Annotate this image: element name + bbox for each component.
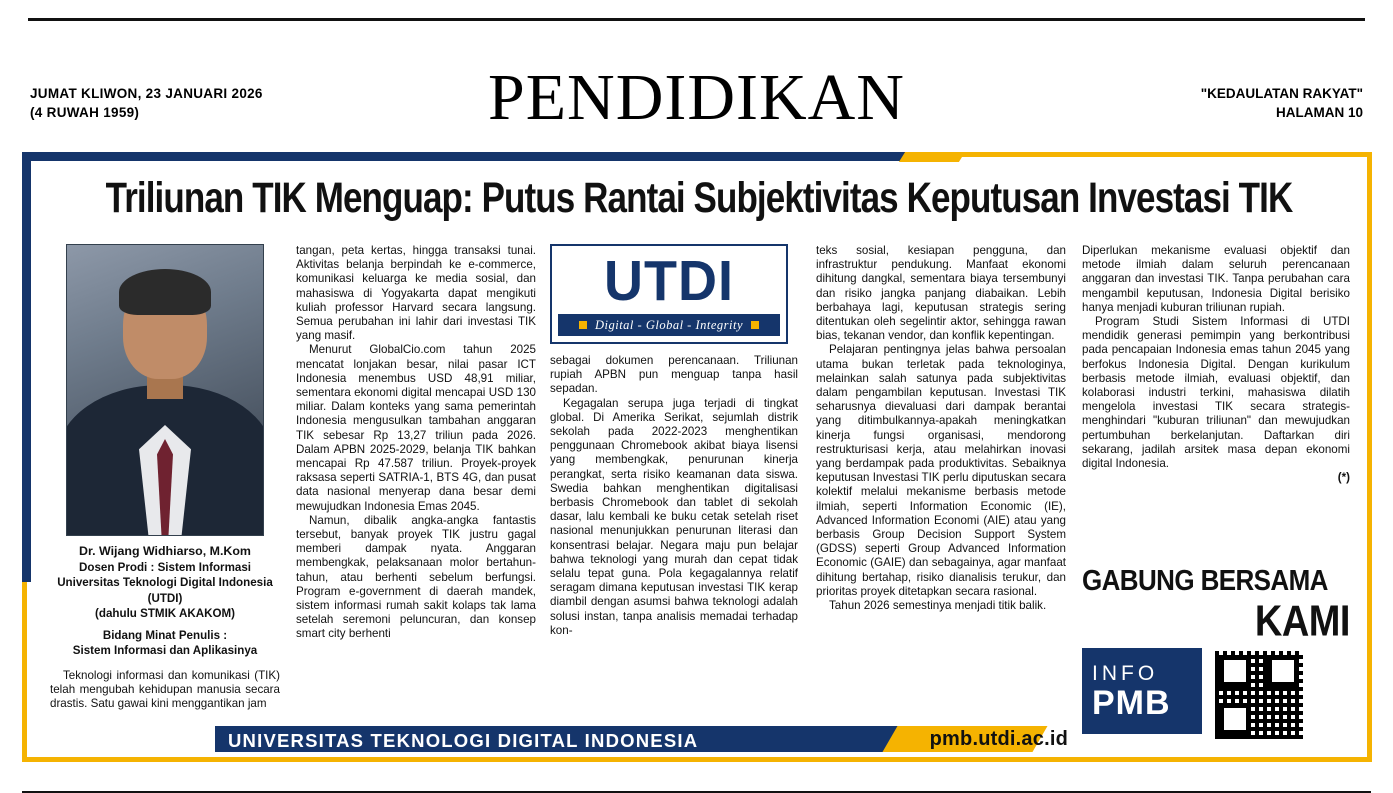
column-4 [816,244,1066,613]
promo-subheadline: KAMI [1254,597,1350,646]
masthead [0,0,1393,150]
frame-navy-top-bar [22,152,922,161]
paragraph: Namun, dibalik angka-angka fantastis tersebut, banyak proyek TIK justru gagal memberi dampak nyata. Anggaran membengkak, pelaksanaan molor bertahun-tahun, atau berhenti sebelum berfungsi. Program e-government di daerah mandek, sistem informasi rumah sakit kolaps tak lama setelah seremoni peluncuran, dan konsep smart city berhenti [296,513,536,641]
masthead-date-line1: JUMAT KLIWON, 23 JANUARI 2026 [30,86,263,101]
author-caption [50,544,280,659]
article-end-mark: (*) [1337,471,1350,485]
pmb-badge-top: INFO [1092,662,1159,685]
masthead-date-line2: (4 RUWAH 1959) [30,105,140,120]
column-1 [50,244,280,711]
article-columns [50,244,1350,722]
square-bullet-icon [579,321,587,329]
footer-university-name: UNIVERSITAS TEKNOLOGI DIGITAL INDONESIA [228,730,699,751]
footer-bar [50,722,1350,756]
author-institution: Universitas Teknologi Digital Indonesia (UTDI) [57,576,273,605]
pmb-badge-main: PMB [1092,684,1171,722]
closing-line: Tahun 2026 semestinya menjadi titik balik. [829,599,1047,613]
column-5 [1082,244,1350,485]
column-3 [550,244,798,638]
frame-slash-accent [899,152,965,162]
square-bullet-icon [751,321,759,329]
footer-website-url[interactable]: pmb.utdi.ac.id [929,728,1068,750]
paragraph: Program Studi Sistem Informasi di UTDI mendidik generasi pemimpin yang berkontribusi pada pencapaian Indonesia emas tahun 2045 yang berfokus Indonesia Digital. Dengan kurikulum berbasis metode ilmiah, evaluasi objektif, dan kolaborasi industri terkini, mahasiswa dilatih mengelola investasi TIK secara strategis-menghindari "kuburan triliunan" dan mewujudkan pertumbuhan berkelanjutan. Daftarkan diri sekarang, jadilah arsitek masa depan ekonomi digital Indonesia. [1082,315,1350,471]
author-photo [66,244,264,536]
paragraph: Pelajaran pentingnya jelas bahwa persoalan utama bukan terletak pada teknologinya, melainkan salah satunya pada subjektivitas dalam pengambilan keputusan. Investasi TIK seharusnya dievaluasi dari dampak berantai yang ditimbulkannya-apakah meningkatkan kinerja fungsi organisasi, mendorong restrukturisasi kerja, atau melahirkan inovasi yang berdampak pada produktivitas. Sebaiknya keputusan Investasi TIK perlu diputuskan secara kolektif melalui mekanisme berbasis metode ilmiah, seperti Information Economic (IE), Advanced Information Economi (AIE) atau yang berbasis Group Decision Support System (GDSS) seperti Group Advanced Information Economic (GAIE) dan sebagainya, agar manfaat dihitung bertahap, risiko dianalisis terukur, dan prioritas proyek ditetapkan secara rasional. [816,343,1066,598]
utdi-tagline: Digital - Global - Integrity [594,317,743,332]
author-name: Dr. Wijang Widhiarso, M.Kom [79,544,251,558]
paragraph: teks sosial, kesiapan pengguna, dan infrastruktur pendukung. Manfaat ekonomi dihitung dangkal, sementara biaya tersembunyi dan risiko jangka panjang diabaikan. Lebih berbahaya lagi, keputusan strategis sering ditentukan oleh segelintir aktor, sehingga rawan bias, tekanan vendor, dan konflik kepentingan. [816,244,1066,343]
utdi-wordmark: UTDI [604,249,734,313]
author-role: Dosen Prodi : Sistem Informasi [78,560,251,574]
promo-headline: GABUNG BERSAMA [1082,562,1328,597]
column-2 [296,244,536,642]
paragraph: tangan, peta kertas, hingga transaksi tunai. Aktivitas belanja berpindah ke e-commerce, komunikasi keluarga ke media sosial, dan mahasiswa di Yogyakarta dapat mengikuti kuliah professor Harvard secara langsung. Semua perubahan ini lahir dari investasi TIK yang masif. [296,244,536,343]
paragraph: Kegagalan serupa juga terjadi di tingkat global. Di Amerika Serikat, sejumlah distrik sekolah pada 2022-2023 menghentikan penggunaan Chromebook akibat biaya lisensi yang membengkak, penurunan kinerja perangkat, serta risiko keamanan data siswa. Swedia bahkan menghentikan digitalisasi berbasis Chromebook dan tablet di sekolah dasar, lalu kembali ke buku cetak setelah riset nasional menunjukkan penurunan literasi dan konsentrasi belajar. Negara maju pun belajar bahwa teknologi yang murah dan cepat tidak selalu tepat guna. Pola kegagalannya relatif seragam dimana keputusan investasi TIK kerap diambil dengan asumsi bahwa teknologi adalah solusi instan, tanpa analisis memadai terhadap kon- [550,396,798,637]
article-headline: Triliunan TIK Menguap: Putus Rantai Subjektivitas Keputusan Investasi TIK [105,174,1293,222]
frame-navy-left-bar [22,152,31,582]
paragraph: Diperlukan mekanisme evaluasi objektif dan metode ilmiah dalam seluruh perencanaan anggaran dan investasi TIK. Tanpa perubahan cara mengambil keputusan, Indonesia Digital berisiko hanya menjadi kuburan triliunan rupiah. [1082,244,1350,314]
author-interest-value: Sistem Informasi dan Aplikasinya [72,644,258,657]
paper-name: "KEDAULATAN RAKYAT" [1200,86,1363,101]
page-title: PENDIDIKAN [488,61,905,134]
photo-hair-shape [119,269,211,315]
article-frame [22,152,1372,762]
promo-block [1082,564,1350,742]
utdi-tagline-bar [558,314,780,336]
masthead-top-rule [28,18,1365,21]
utdi-logo [550,244,788,344]
paragraph: Menurut GlobalCio.com tahun 2025 mencatat lonjakan besar, nilai pasar ICT Indonesia menembus USD 48,91 miliar, sementara ekonomi digital mencapai USD 130 miliar. Dalam konteks yang sama pemerintah Indonesia mengusulkan tambahan anggaran TIK sebesar Rp 13,27 triliun pada 2026. Dalam APBN 2025-2029, belanja TIK bahkan mencapai Rp 47.587 triliun. Proyek-proyek raksasa seperti SATRIA-1, BTS 4G, dan pusat data nasional menyerap dana besar demi mewujudkan Indonesia Emas 2045. [296,343,536,513]
paragraph: sebagai dokumen perencanaan. Triliunan rupiah APBN pun menguap tanpa hasil sepadan. [550,354,798,396]
author-interest-label: Bidang Minat Penulis : [102,628,228,642]
page-number-label: HALAMAN 10 [1275,105,1363,120]
article-lead-paragraph: Teknologi informasi dan komunikasi (TIK) telah mengubah kehidupan manusia secara drastis. Satu gawai kini menggantikan jam [50,668,280,710]
masthead-page-info [1201,84,1363,122]
author-former-name: (dahulu STMIK AKAKOM) [95,607,235,620]
